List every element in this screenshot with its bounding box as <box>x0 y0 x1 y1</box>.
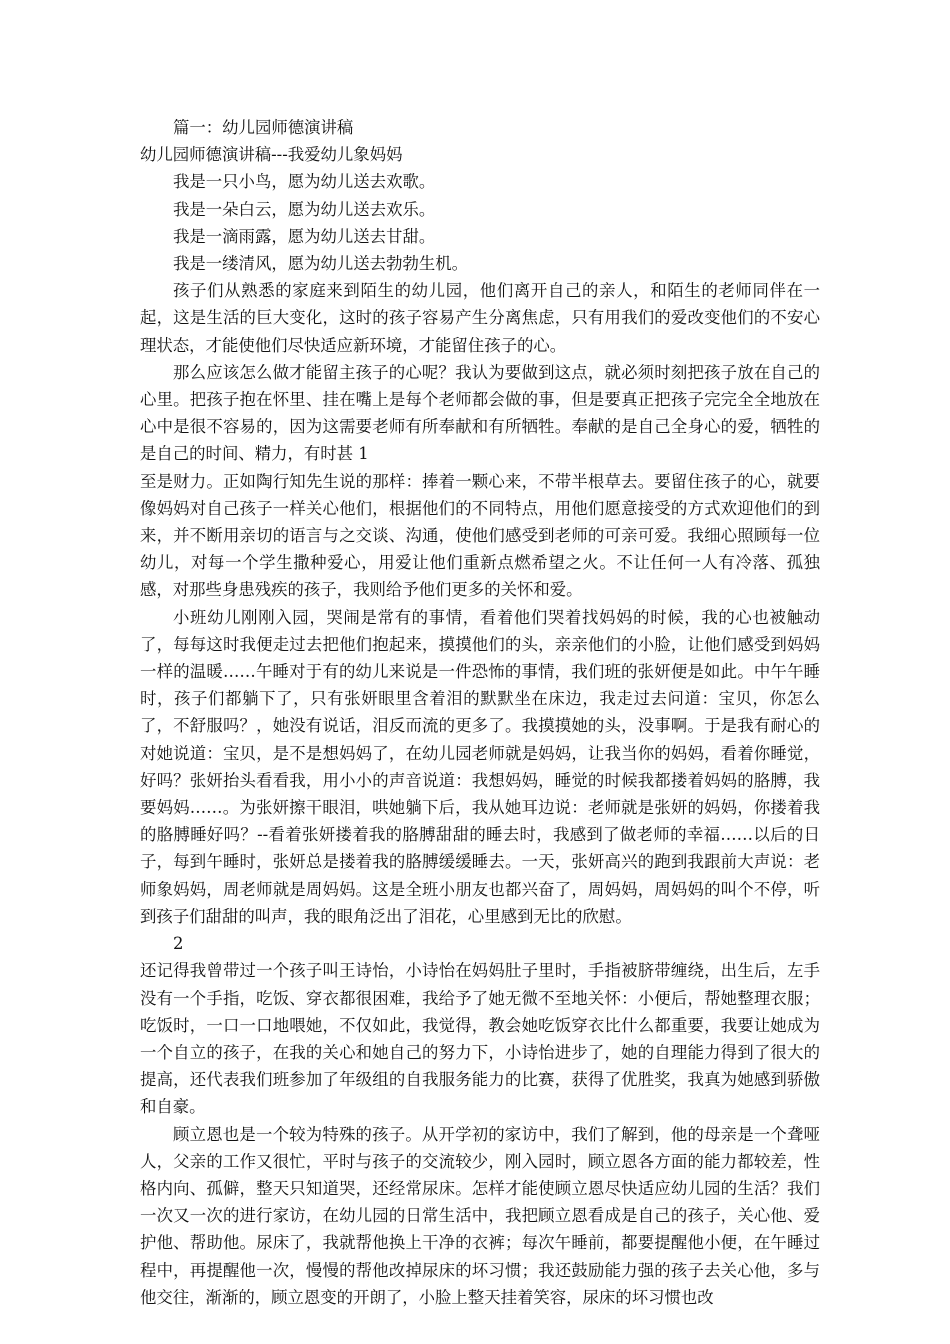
section-heading: 篇一：幼儿园师德演讲稿 <box>173 118 354 137</box>
document-title: 幼儿园师德演讲稿---我爱幼儿象妈妈 <box>140 145 403 165</box>
poem-line: 我是一滴雨露，愿为幼儿送去甘甜。 <box>173 226 436 246</box>
body-paragraph: 顾立恩也是一个较为特殊的孩子。从开学初的家访中，我们了解到，他的母亲是一个聋哑人，父亲的工作又很忙，平时与孩子的交流较少，刚入园时，顾立恩各方面的能力都较差，性格内向、孤僻，整天只知道哭，还经常尿床。怎样才能使顾立恩尽快适应幼儿园的生活？我们一次又一次的进行家访，在幼儿园的日常生活中，我把顾立恩看成是自己的孩子，关心他、爱护他、帮助他。尿床了，我就帮他换上干净的衣裤；每次午睡前，都要提醒他小便，在午睡过程中，再提醒他一次，慢慢的帮他改掉尿床的坏习惯；我还鼓励能力强的孩子去关心他，多与他交往，渐渐的，顾立恩变的开朗了，小脸上整天挂着笑容，尿床的坏习惯也改 <box>140 1124 820 1307</box>
body-paragraph: 小班幼儿刚刚入园，哭闹是常有的事情，看着他们哭着找妈妈的时候，我的心也被触动了，每每这时我便走过去把他们抱起来，摸摸他们的头，亲亲他们的小脸，让他们感受到妈妈一样的温暖……午睡对于有的幼儿来说是一件恐怖的事情，我们班的张妍便是如此。中午午睡时，孩子们都躺下了，只有张妍眼里含着泪的默默坐在床边，我走过去问道：宝贝，你怎么了，不舒服吗？，她没有说话，泪反而流的更多了。我摸摸她的头，没事啊。于是我有耐心的对她说道：宝贝，是不是想妈妈了，在幼儿园老师就是妈妈，让我当你的妈妈，看着你睡觉，好吗？张妍抬头看看我，用小小的声音说道：我想妈妈，睡觉的时候我都搂着妈妈的胳膊，我要妈妈……。为张妍擦干眼泪，哄她躺下后，我从她耳边说：老师就是张妍的妈妈，你搂着我的胳膊睡好吗？--看着张妍搂着我的胳膊甜甜的睡去时，我感到了做老师的幸福……以后的日子，每到午睡时，张妍总是搂着我的胳膊缓缓睡去。一天，张妍高兴的跑到我跟前大声说：老师象妈妈，周老师就是周妈妈。这是全班小朋友也都兴奋了，周妈妈，周妈妈的叫个不停，听到孩子们甜甜的叫声，我的眼角泛出了泪花，心里感到无比的欣慰。 <box>140 607 820 926</box>
body-paragraph: 至是财力。正如陶行知先生说的那样：捧着一颗心来，不带半根草去。要留住孩子的心，就要像妈妈对自己孩子一样关心他们，根据他们的不同特点，用他们愿意接受的方式欢迎他们的到来，并不断用亲切的语言与之交谈、沟通，使他们感受到老师的可亲可爱。我细心照顾每一位幼儿，对每一个学生撒种爱心，用爱让他们重新点燃希望之火。不让任何一人有冷落、孤独感，对那些身患残疾的孩子，我则给予他们更多的关怀和爱。 <box>140 471 820 600</box>
poem-line: 我是一缕清风，愿为幼儿送去勃勃生机。 <box>173 254 469 274</box>
document-page <box>140 114 820 1311</box>
body-paragraph: 孩子们从熟悉的家庭来到陌生的幼儿园，他们离开自己的亲人，和陌生的老师同伴在一起，这是生活的巨大变化，这时的孩子容易产生分离焦虑，只有用我们的爱改变他们的不安心理状态，才能使他们尽快适应新环境，才能留住孩子的心。 <box>140 281 820 355</box>
body-paragraph: 那么应该怎么做才能留主孩子的心呢？我认为要做到这点，就必须时刻把孩子放在自己的心里。把孩子抱在怀里、挂在嘴上是每个老师都会做的事，但是要真正把孩子完完全全地放在心中是很不容易的，因为这需要老师有所奉献和有所牺牲。奉献的是自己全身心的爱，牺牲的是自己的时间、精力，有时甚 1 <box>140 362 820 464</box>
poem-line: 我是一只小鸟，愿为幼儿送去欢歌。 <box>173 172 436 192</box>
poem-line: 我是一朵白云，愿为幼儿送去欢乐。 <box>173 199 436 219</box>
page-number: 2 <box>173 934 184 954</box>
body-paragraph: 还记得我曾带过一个孩子叫王诗怡，小诗怡在妈妈肚子里时，手指被脐带缠绕，出生后，左手没有一个手指，吃饭、穿衣都很困难，我给予了她无微不至地关怀：小便后，帮她整理衣服；吃饭时，一口一口地喂她，不仅如此，我觉得，教会她吃饭穿衣比什么都重要，我要让她成为一个自立的孩子，在我的关心和她自己的努力下，小诗怡进步了，她的自理能力得到了很大的提高，还代表我们班参加了年级组的自我服务能力的比赛，获得了优胜奖，我真为她感到骄傲和自豪。 <box>140 961 820 1117</box>
